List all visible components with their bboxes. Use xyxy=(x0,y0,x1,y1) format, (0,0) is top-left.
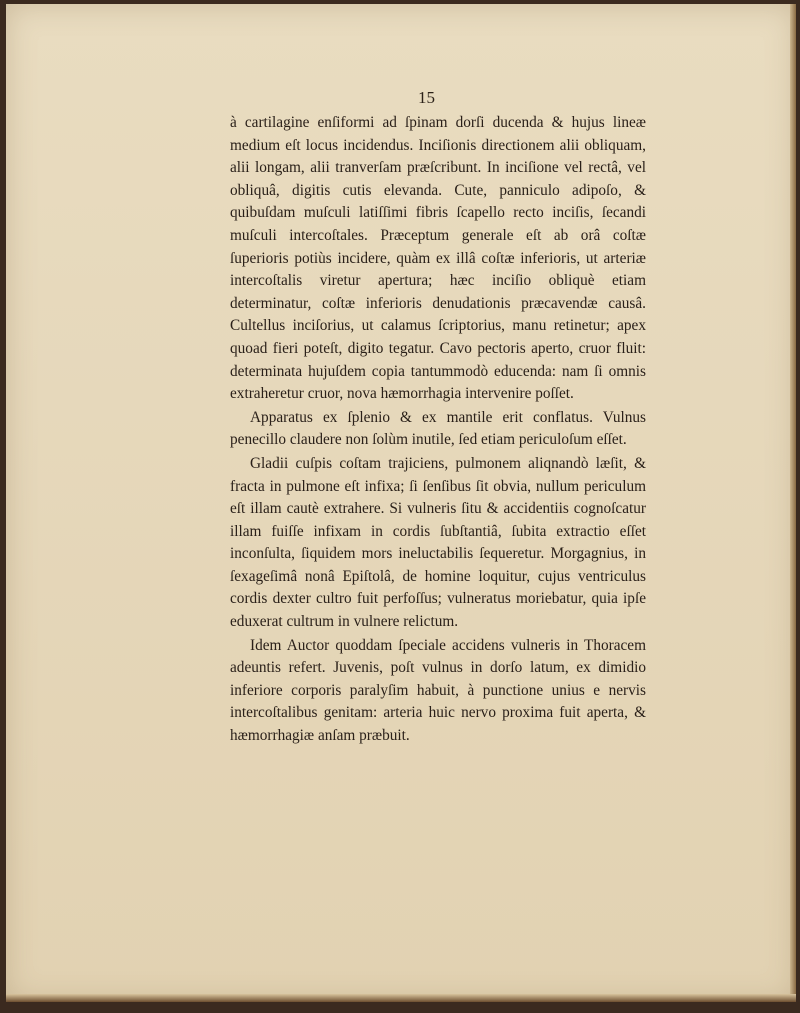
paragraph-4: Idem Auctor quoddam ſpeciale accidens vulneris in Thoracem adeuntis refert. Juvenis, poſt vulnus in dorſo latum, ex dimidio inferiore corporis paralyſim habuit, à punctione unius e nervis intercoſtalibus genitam: arteria huic nervo proxima fuit aperta, & hæmorrhagiæ anſam præbuit. xyxy=(230,636,646,745)
page-number: 15 xyxy=(418,88,435,107)
book-page xyxy=(6,4,796,1002)
paragraph-2: Apparatus ex ſplenio & ex mantile erit conflatus. Vulnus penecillo claudere non ſolùm inutile, ſed etiam periculoſum eſſet. xyxy=(230,408,646,449)
page-edge-right xyxy=(790,4,796,1002)
paragraph-1: à cartilagine enſiformi ad ſpinam dorſi ducenda & hujus lineæ medium eſt locus incidendus. Inciſionis directionem alii obliquam, alii longam, alii tranverſam præſcribunt. In inciſione vel rectâ, vel obliquâ, digitis cutis elevanda. Cute, panniculo adipoſo, & quibuſdam muſculi latiſſimi fibris ſcapello recto inciſis, ſecandi muſculi intercoſtales. Præceptum generale eſt ab orâ coſtæ ſuperioris potiùs incidere, quàm ex illâ coſtæ inferioris, ut arteriæ intercoſtalis viretur apertura; hæc inciſio obliquè etiam determinatur, coſtæ inferioris denudationis præcavendæ causâ. Cultellus inciſorius, ut calamus ſcriptorius, manu retinetur; apex quoad fieri poteſt, digito tegatur. Cavo pectoris aperto, cruor fluit: determinata hujuſdem copia tantummodò educenda: nam ſi omnis extraheretur cruor, nova hæmorrhagia intervenire poſſet. xyxy=(230,114,646,403)
page-edge-bottom xyxy=(6,994,796,1002)
body-text xyxy=(230,112,646,748)
paragraph-3: Gladii cuſpis coſtam trajiciens, pulmonem aliqnandò læſit, & fracta in pulmone eſt infixa; ſi ſenſibus ſit obvia, nullum periculum eſt illam cautè extrahere. Si vulneris ſitu & accidentiis cognoſcatur illam fuiſſe infixam in cordis ſubſtantiâ, ſubita extractio eſſet inconſulta, ſiquidem mors ineluctabilis ſequeretur. Morgagnius, in ſexageſimâ nonâ Epiſtolâ, de homine loquitur, cujus ventriculus cordis dexter cultro fuit perfoſſus; vulneratus moriebatur, quia ipſe eduxerat cultrum in vulnere relictum. xyxy=(230,454,646,631)
